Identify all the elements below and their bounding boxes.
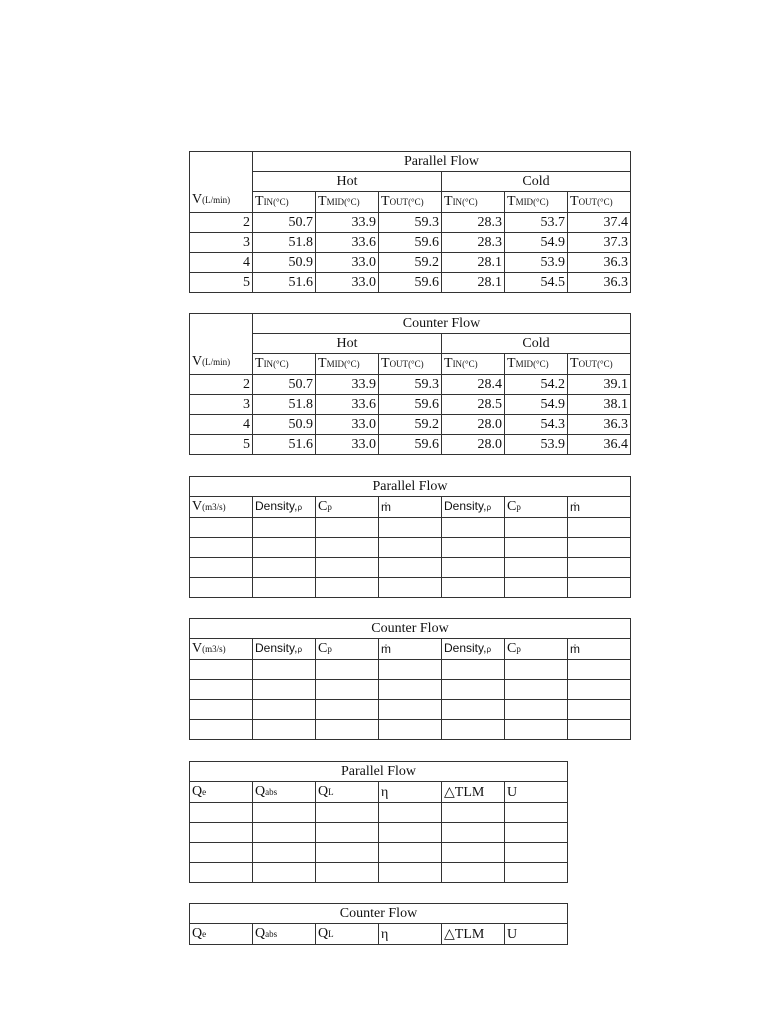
value-cell: 50.7 <box>253 213 316 233</box>
value-cell: 51.8 <box>253 233 316 253</box>
value-cell: 59.6 <box>379 233 442 253</box>
table-title: Parallel Flow <box>190 762 568 782</box>
cold-header: Cold <box>442 172 631 192</box>
value-cell: 54.3 <box>505 415 568 435</box>
value-cell: 33.6 <box>316 233 379 253</box>
q-lost-header: QL <box>316 782 379 803</box>
value-cell: 28.0 <box>442 435 505 455</box>
flow-rate-cell: 5 <box>190 273 253 293</box>
u-header: U <box>505 924 568 945</box>
value-cell: 28.3 <box>442 233 505 253</box>
hot-mass-flow-header: ṁ <box>379 497 442 518</box>
counter-flow-temperature-table <box>189 313 631 455</box>
flow-rate-cell: 4 <box>190 415 253 435</box>
value-cell: 59.6 <box>379 273 442 293</box>
value-cell: 37.4 <box>568 213 631 233</box>
value-cell: 53.9 <box>505 435 568 455</box>
value-cell: 50.7 <box>253 375 316 395</box>
value-cell: 33.0 <box>316 273 379 293</box>
lmtd-header: △TLM <box>442 782 505 803</box>
value-cell: 28.3 <box>442 213 505 233</box>
table-row <box>190 375 631 395</box>
table-row <box>190 273 631 293</box>
flow-rate-cell: 3 <box>190 395 253 415</box>
q-emitted-header: Qe <box>190 782 253 803</box>
table-row <box>190 720 631 740</box>
value-cell: 28.1 <box>442 253 505 273</box>
value-cell: 28.0 <box>442 415 505 435</box>
value-cell: 59.3 <box>379 375 442 395</box>
hot-t-out-header: TOUT(°C) <box>379 354 442 375</box>
value-cell: 51.6 <box>253 435 316 455</box>
hot-density-header: Density,ρ <box>253 639 316 660</box>
value-cell: 33.0 <box>316 253 379 273</box>
hot-cp-header: Cp <box>316 639 379 660</box>
table-row <box>190 680 631 700</box>
parallel-flow-temperature-table <box>189 151 631 293</box>
value-cell: 54.9 <box>505 233 568 253</box>
cold-t-out-header: TOUT(°C) <box>568 192 631 213</box>
parallel-flow-properties-table <box>189 476 631 598</box>
cold-t-mid-header: TMID(°C) <box>505 354 568 375</box>
hot-t-out-header: TOUT(°C) <box>379 192 442 213</box>
value-cell: 54.2 <box>505 375 568 395</box>
table-row <box>190 803 568 823</box>
flow-rate-cell: 3 <box>190 233 253 253</box>
table-row <box>190 843 568 863</box>
q-lost-header: QL <box>316 924 379 945</box>
cold-t-in-header: TIN(°C) <box>442 192 505 213</box>
efficiency-header: η <box>379 782 442 803</box>
q-emitted-header: Qe <box>190 924 253 945</box>
value-cell: 51.6 <box>253 273 316 293</box>
hot-t-mid-header: TMID(°C) <box>316 192 379 213</box>
value-cell: 53.7 <box>505 213 568 233</box>
q-absorbed-header: Qabs <box>253 782 316 803</box>
value-cell: 53.9 <box>505 253 568 273</box>
table-row <box>190 415 631 435</box>
value-cell: 50.9 <box>253 415 316 435</box>
cold-header: Cold <box>442 334 631 354</box>
flow-rate-cell: 2 <box>190 213 253 233</box>
flow-rate-header: V(m3/s) <box>190 639 253 660</box>
value-cell: 36.4 <box>568 435 631 455</box>
hot-header: Hot <box>253 172 442 192</box>
counter-flow-properties-table <box>189 618 631 740</box>
parallel-flow-results-table <box>189 761 568 883</box>
cold-mass-flow-header: ṁ <box>568 639 631 660</box>
hot-t-in-header: TIN(°C) <box>253 192 316 213</box>
table-title: Counter Flow <box>190 904 568 924</box>
hot-cp-header: Cp <box>316 497 379 518</box>
flow-rate-cell: 2 <box>190 375 253 395</box>
flow-rate-cell: 5 <box>190 435 253 455</box>
table-row <box>190 538 631 558</box>
cold-t-mid-header: TMID(°C) <box>505 192 568 213</box>
value-cell: 59.6 <box>379 435 442 455</box>
value-cell: 54.5 <box>505 273 568 293</box>
lmtd-header: △TLM <box>442 924 505 945</box>
hot-t-in-header: TIN(°C) <box>253 354 316 375</box>
cold-t-in-header: TIN(°C) <box>442 354 505 375</box>
table-title: Counter Flow <box>253 314 631 334</box>
value-cell: 33.9 <box>316 375 379 395</box>
value-cell: 38.1 <box>568 395 631 415</box>
table-row <box>190 233 631 253</box>
table-row <box>190 253 631 273</box>
value-cell: 33.0 <box>316 415 379 435</box>
value-cell: 33.9 <box>316 213 379 233</box>
flow-rate-header: V(L/min) <box>190 152 253 213</box>
cold-t-out-header: TOUT(°C) <box>568 354 631 375</box>
u-header: U <box>505 782 568 803</box>
table-row <box>190 660 631 680</box>
value-cell: 36.3 <box>568 415 631 435</box>
value-cell: 28.1 <box>442 273 505 293</box>
value-cell: 28.5 <box>442 395 505 415</box>
value-cell: 36.3 <box>568 253 631 273</box>
table-row <box>190 518 631 538</box>
value-cell: 54.9 <box>505 395 568 415</box>
table-row <box>190 395 631 415</box>
table-title: Parallel Flow <box>253 152 631 172</box>
value-cell: 39.1 <box>568 375 631 395</box>
value-cell: 59.6 <box>379 395 442 415</box>
table-row <box>190 435 631 455</box>
table-row <box>190 558 631 578</box>
value-cell: 50.9 <box>253 253 316 273</box>
flow-rate-header: V(L/min) <box>190 314 253 375</box>
value-cell: 28.4 <box>442 375 505 395</box>
flow-rate-header: V(m3/s) <box>190 497 253 518</box>
table-row <box>190 863 568 883</box>
hot-mass-flow-header: ṁ <box>379 639 442 660</box>
value-cell: 59.3 <box>379 213 442 233</box>
value-cell: 37.3 <box>568 233 631 253</box>
flow-rate-cell: 4 <box>190 253 253 273</box>
cold-cp-header: Cp <box>505 639 568 660</box>
table-title: Parallel Flow <box>190 477 631 497</box>
table-row <box>190 823 568 843</box>
cold-cp-header: Cp <box>505 497 568 518</box>
table-row <box>190 578 631 598</box>
hot-t-mid-header: TMID(°C) <box>316 354 379 375</box>
value-cell: 59.2 <box>379 253 442 273</box>
value-cell: 33.0 <box>316 435 379 455</box>
cold-density-header: Density,ρ <box>442 639 505 660</box>
cold-mass-flow-header: ṁ <box>568 497 631 518</box>
value-cell: 33.6 <box>316 395 379 415</box>
value-cell: 59.2 <box>379 415 442 435</box>
table-title: Counter Flow <box>190 619 631 639</box>
value-cell: 51.8 <box>253 395 316 415</box>
hot-density-header: Density,ρ <box>253 497 316 518</box>
hot-header: Hot <box>253 334 442 354</box>
efficiency-header: η <box>379 924 442 945</box>
table-row <box>190 213 631 233</box>
cold-density-header: Density,ρ <box>442 497 505 518</box>
table-row <box>190 700 631 720</box>
counter-flow-results-table <box>189 903 568 945</box>
value-cell: 36.3 <box>568 273 631 293</box>
q-absorbed-header: Qabs <box>253 924 316 945</box>
